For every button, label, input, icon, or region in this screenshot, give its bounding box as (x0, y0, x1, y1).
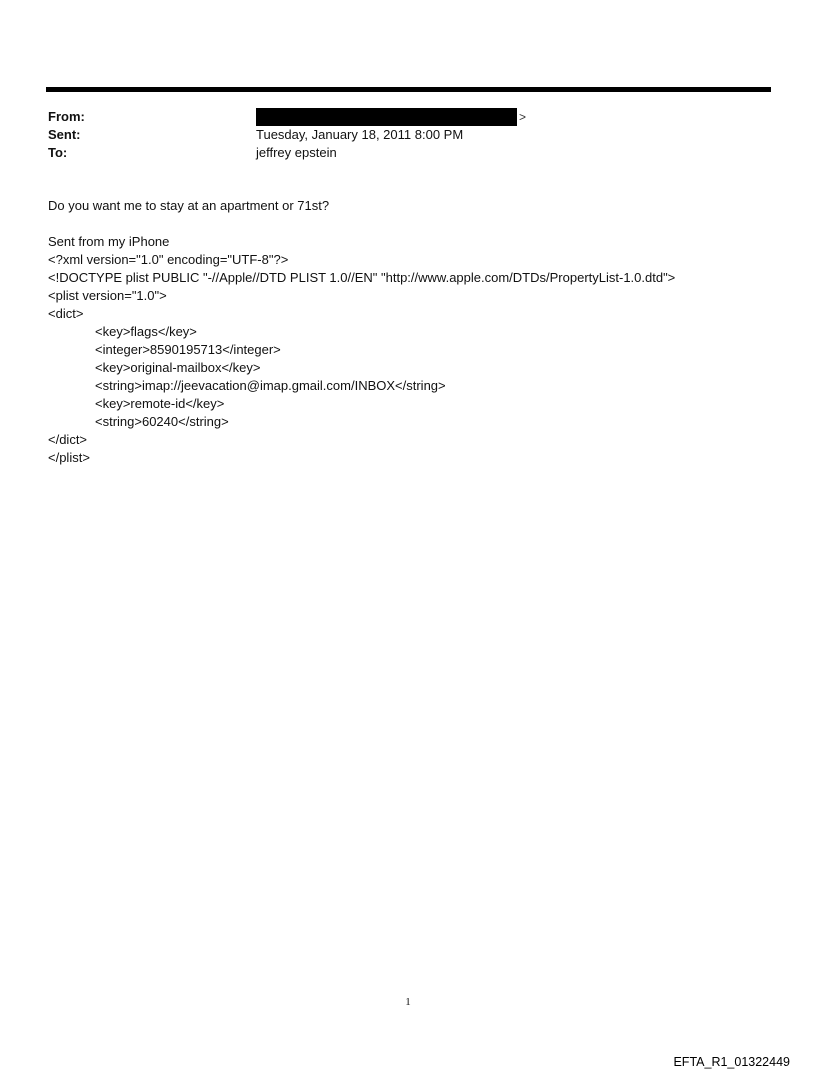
sent-value: Tuesday, January 18, 2011 8:00 PM (256, 127, 464, 142)
from-value (256, 108, 526, 126)
email-header (48, 108, 768, 162)
email-body (48, 197, 788, 467)
blank-line (48, 215, 788, 233)
sent-label: Sent: (48, 127, 81, 142)
signature-text: Sent from my iPhone (48, 234, 170, 249)
dict-line: <key>original-mailbox</key> (95, 360, 261, 375)
to-label: To: (48, 145, 68, 160)
xml-line: <!DOCTYPE plist PUBLIC "-//Apple//DTD PLIST 1.0//EN" "http://www.apple.com/DTDs/PropertyList-1.0.dtd"> (48, 270, 676, 285)
from-value-tail: > (519, 110, 527, 124)
to-row (48, 144, 768, 162)
header-rule (46, 87, 771, 92)
sent-row (48, 126, 768, 144)
dict-line: <integer>8590195713</integer> (95, 342, 281, 357)
message-text: Do you want me to stay at an apartment or 71st? (48, 198, 330, 213)
closing-line: </plist> (48, 450, 90, 465)
bates-number: EFTA_R1_01322449 (673, 1055, 790, 1069)
from-row (48, 108, 768, 126)
to-value: jeffrey epstein (256, 145, 337, 160)
dict-line: <key>flags</key> (95, 324, 197, 339)
redaction-block (256, 108, 517, 126)
dict-line: <string>imap://jeevacation@imap.gmail.com/INBOX</string> (95, 378, 446, 393)
xml-line: <dict> (48, 306, 84, 321)
xml-line: <plist version="1.0"> (48, 288, 167, 303)
from-label: From: (48, 109, 85, 124)
xml-line: <?xml version="1.0" encoding="UTF-8"?> (48, 252, 289, 267)
page-number: 1 (405, 996, 411, 1008)
dict-line: <string>60240</string> (95, 414, 229, 429)
closing-line: </dict> (48, 432, 88, 447)
dict-line: <key>remote-id</key> (95, 396, 225, 411)
